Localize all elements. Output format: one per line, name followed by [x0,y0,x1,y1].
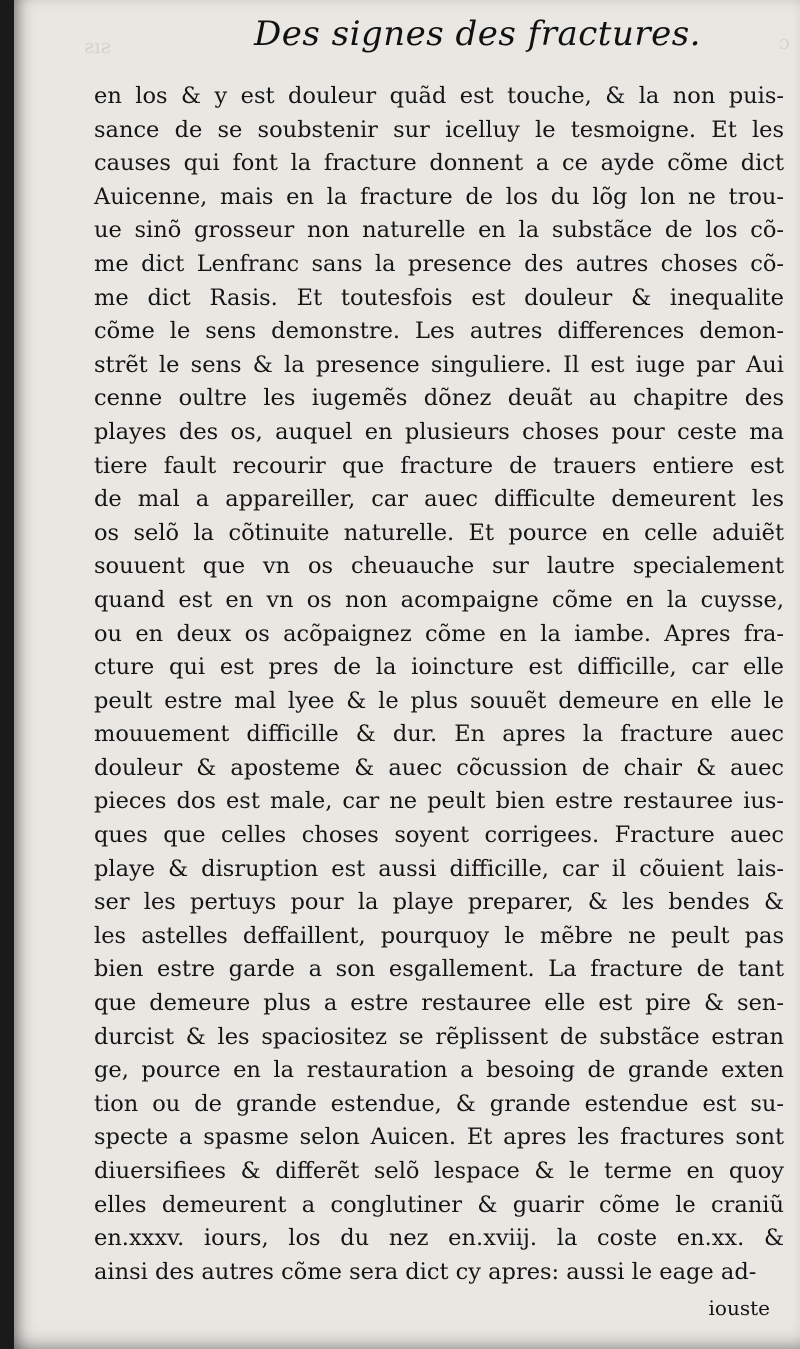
text-line: playes des os, auquel en plusieurs choses pour ceste ma [94,418,784,445]
text-line: cture qui est pres de la ioincture est difficille, car elle [94,654,784,681]
text-line: ue sinõ grosseur non naturelle en la substãce de los cõ- [94,217,784,244]
text-line: os selõ la cõtinuite naturelle. Et pource en celle aduiẽt [94,519,784,546]
book-page [14,0,800,1349]
text-line: pieces dos est male, car ne peult bien estre restauree ius- [94,788,784,815]
text-line: tiere fault recourir que fracture de trauers entiere est [94,452,784,479]
text-line: me dict Lenfranc sans la presence des autres choses cõ- [94,250,784,277]
text-line: durcist & les spaciositez se rẽplissent de substãce estran [94,1023,784,1050]
text-line: douleur & aposteme & auec cõcussion de chair & auec [94,754,784,781]
running-head: Des signes des fractures. [254,14,701,54]
text-line: causes qui font la fracture donnent a ce ayde cõme dict [94,150,784,177]
text-line: strẽt le sens & la presence singuliere. Il est iuge par Aui [94,351,784,378]
text-line: ou en deux os acõpaignez cõme en la iambe. Apres fra- [94,620,784,647]
text-line: playe & disruption est aussi difficille, car il cõuient lais- [94,855,784,882]
show-through-mark: ɔ [778,30,790,54]
text-line: ques que celles choses soyent corrigees. Fracture auec [94,822,784,849]
text-line: Auicenne, mais en la fracture de los du lõg lon ne trou- [94,183,784,210]
text-line: specte a spasme selon Auicen. Et apres les fractures sont [94,1124,784,1151]
text-line: ge, pource en la restauration a besoing de grande exten [94,1057,784,1084]
body-text [94,80,784,1289]
text-line: peult estre mal lyee & le plus souuẽt demeure en elle le [94,687,784,714]
text-line: sance de se soubstenir sur icelluy le tesmoigne. Et les [94,116,784,143]
show-through-mark: ƨıƨ [84,34,111,58]
text-line: ainsi des autres cõme sera dict cy apres: aussi le eage ad- [94,1258,757,1285]
text-line: me dict Rasis. Et toutesfois est douleur & inequalite [94,284,784,311]
text-line: en.xxxv. iours, los du nez en.xviij. la coste en.xx. & [94,1225,784,1252]
text-line: quand est en vn os non acompaigne cõme en la cuysse, [94,586,784,613]
text-line: ser les pertuys pour la playe preparer, & les bendes & [94,889,784,916]
text-line: en los & y est douleur quãd est touche, & la non puis- [94,83,784,109]
text-line: que demeure plus a estre restauree elle est pire & sen- [94,990,784,1017]
text-line: de mal a appareiller, car auec difficulte demeurent les [94,486,784,513]
text-line: mouuement difficille & dur. En apres la fracture auec [94,721,784,748]
text-line: cõme le sens demonstre. Les autres differences demon- [94,318,784,345]
text-line: les astelles deffaillent, pourquoy le mẽbre ne peult pas [94,922,784,949]
catchword: iouste [708,1296,770,1320]
text-line: cenne oultre les iugemẽs dõnez deuãt au chapitre des [94,385,784,412]
text-line: souuent que vn os cheuauche sur lautre specialement [94,553,784,580]
text-line: diuersifiees & differẽt selõ lespace & le terme en quoy [94,1158,784,1184]
text-line: bien estre garde a son esgallement. La fracture de tant [94,956,784,983]
text-line: tion ou de grande estendue, & grande estendue est su- [94,1090,784,1117]
text-line: elles demeurent a conglutiner & guarir cõme le craniũ [94,1191,784,1218]
